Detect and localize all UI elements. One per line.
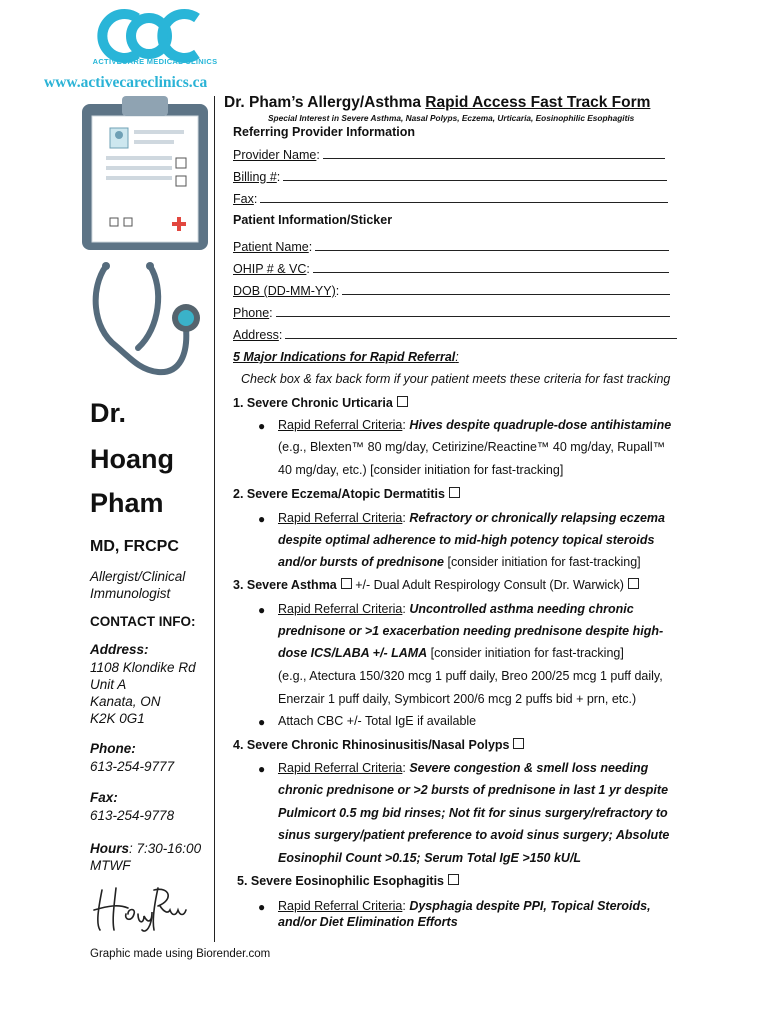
asthma-line3	[278, 646, 624, 660]
asthma-item	[233, 578, 639, 592]
criteria-text: and/or Diet Elimination Efforts	[278, 915, 458, 929]
form-subtitle: Special Interest in Severe Asthma, Nasal Polyps, Eczema, Urticaria, Eosinophilic Esophagitis	[268, 113, 635, 123]
criteria-text: Uncontrolled asthma needing chronic	[409, 602, 634, 616]
address-line: Unit A	[90, 677, 127, 692]
item-title: 5. Severe Eosinophilic Esophagitis	[237, 874, 445, 888]
form-title-prefix: Dr. Pham’s Allergy/Asthma	[224, 94, 426, 111]
criteria-text: Dysphagia despite PPI, Topical Steroids,	[409, 899, 651, 913]
respirology-consult: +/- Dual Adult Respirology Consult (Dr. Warwick)	[351, 578, 624, 592]
criteria-text: sinus surgery/patient preference to avoid sinus surgery; Absolute	[278, 828, 670, 842]
fax-field[interactable]: Fax:	[233, 191, 668, 206]
criteria-text: Refractory or chronically relapsing eczema	[409, 511, 665, 525]
doctor-name-line2: Hoang	[90, 444, 174, 474]
phone-input[interactable]	[276, 305, 670, 317]
bullet: ●	[258, 419, 266, 433]
respirology-checkbox[interactable]	[628, 578, 639, 589]
specialty-line: Immunologist	[90, 586, 171, 601]
item-title: 4. Severe Chronic Rhinosinusitis/Nasal Polyps	[233, 738, 510, 752]
clipboard-icon	[80, 96, 210, 252]
criteria-text: chronic prednisone or >2 bursts of prednisone in last 1 yr despite	[278, 783, 669, 797]
provider-name-field[interactable]: Provider Name:	[233, 147, 665, 162]
hours-days: MTWF	[90, 858, 131, 873]
eoe-criteria: Rapid Referral Criteria: Dysphagia despite PPI, Topical Steroids,	[278, 899, 651, 913]
doctor-specialty	[90, 568, 185, 602]
doctor-name-line3: Pham	[90, 488, 164, 518]
form-title-emphasis: Rapid Access Fast Track Form	[425, 94, 651, 111]
column-divider	[214, 96, 215, 942]
eczema-line3	[278, 555, 641, 569]
field-label: Address	[233, 328, 279, 342]
clinic-name: ACTIVECARE MEDICAL CLINICS	[92, 57, 218, 66]
ohip-field[interactable]: OHIP # & VC:	[233, 261, 669, 276]
contact-heading: CONTACT INFO:	[90, 614, 196, 629]
asthma-line5: Enerzair 1 puff daily, Symbicort 200/6 mcg 2 puffs bid + prn, etc.)	[278, 692, 637, 706]
asthma-line2	[278, 624, 663, 638]
dob-input[interactable]	[342, 283, 670, 295]
criteria-label: Rapid Referral Criteria	[278, 602, 403, 616]
asthma-checkbox[interactable]	[341, 578, 352, 589]
urticaria-checkbox[interactable]	[397, 396, 408, 407]
eczema-item	[233, 487, 460, 501]
doctor-signature	[88, 880, 188, 936]
criteria-label: Rapid Referral Criteria	[278, 761, 403, 775]
asthma-extra: Attach CBC +/- Total IgE if available	[278, 714, 477, 728]
rhino-line2	[278, 783, 668, 797]
bullet: ●	[258, 762, 266, 776]
criteria-text: Eosinophil Count >0.15; Serum Total IgE >150 kU/L	[278, 851, 582, 865]
item-title: 1. Severe Chronic Urticaria	[233, 396, 393, 410]
doctor-credentials: MD, FRCPC	[90, 538, 179, 555]
item-title: 2. Severe Eczema/Atopic Dermatitis	[233, 487, 445, 501]
field-label: Provider Name	[233, 148, 317, 162]
asthma-criteria: Rapid Referral Criteria: Uncontrolled asthma needing chronic	[278, 602, 634, 616]
rhino-line4	[278, 828, 669, 842]
hours-value	[90, 840, 201, 874]
biorender-credit: Graphic made using Biorender.com	[90, 948, 271, 960]
criteria-tail: [consider initiation for fast-tracking]	[427, 646, 624, 660]
eoe-checkbox[interactable]	[448, 874, 459, 885]
field-label: Patient Name	[233, 240, 309, 254]
bullet: ●	[258, 603, 266, 617]
field-label: Phone	[233, 306, 270, 320]
patient-name-field[interactable]: Patient Name:	[233, 239, 669, 254]
rhino-checkbox[interactable]	[513, 738, 524, 749]
address-field[interactable]: Address:	[233, 327, 677, 342]
eczema-criteria: Rapid Referral Criteria: Refractory or chronically relapsing eczema	[278, 511, 665, 525]
address-value	[90, 659, 196, 727]
field-label: OHIP # & VC	[233, 262, 307, 276]
criteria-text: despite optimal adherence to mid-high potency topical steroids	[278, 533, 655, 547]
urticaria-item	[233, 396, 408, 410]
hours-label: Hours	[90, 841, 130, 856]
eczema-line2	[278, 533, 654, 547]
bullet: ●	[258, 512, 266, 526]
eoe-line2	[278, 915, 458, 929]
signature-text: Hoang Pham	[88, 880, 94, 881]
address-label: Address:	[90, 642, 149, 657]
fax-input[interactable]	[260, 191, 668, 203]
billing-input[interactable]	[283, 169, 667, 181]
stethoscope-icon	[80, 258, 210, 386]
urticaria-line3: 40 mg/day, etc.) [consider initiation for fast-tracking]	[278, 463, 564, 477]
address-line: K2K 0G1	[90, 711, 145, 726]
criteria-text: prednisone or >1 exacerbation needing prednisone despite high-	[278, 624, 664, 638]
address-line: Kanata, ON	[90, 694, 161, 709]
urticaria-line2: (e.g., Blexten™ 80 mg/day, Cetirizine/Reactine™ 40 mg/day, Rupall™	[278, 440, 666, 454]
doctor-name-line1: Dr.	[90, 398, 127, 428]
phone-value: 613-254-9777	[90, 759, 175, 774]
fax-value: 613-254-9778	[90, 808, 175, 823]
dob-field[interactable]: DOB (DD-MM-YY):	[233, 283, 670, 298]
indications-heading: 5 Major Indications for Rapid Referral:	[233, 350, 459, 364]
criteria-label: Rapid Referral Criteria	[278, 418, 403, 432]
hours-time: : 7:30-16:00	[129, 841, 202, 856]
indications-heading-text: 5 Major Indications for Rapid Referral	[233, 350, 456, 364]
patient-name-input[interactable]	[315, 239, 669, 251]
rhino-line3	[278, 806, 668, 820]
fax-label: Fax:	[90, 790, 118, 805]
rhino-criteria: Rapid Referral Criteria: Severe congestion & smell loss needing	[278, 761, 649, 775]
criteria-text: Pulmicort 0.5 mg bid rinses; Not fit for sinus surgery/refractory to	[278, 806, 668, 820]
asthma-line4: (e.g., Atectura 150/320 mcg 1 puff daily, Breo 200/25 mcg 1 puff daily,	[278, 669, 663, 683]
criteria-tail: [consider initiation for fast-tracking]	[444, 555, 641, 569]
criteria-text: Severe congestion & smell loss needing	[409, 761, 649, 775]
address-input[interactable]	[285, 327, 677, 339]
indications-note: Check box & fax back form if your patient meets these criteria for fast tracking	[241, 372, 671, 386]
specialty-line: Allergist/Clinical	[90, 569, 186, 584]
criteria-text: Hives despite quadruple-dose antihistamine	[409, 418, 672, 432]
field-label: DOB (DD-MM-YY)	[233, 284, 336, 298]
criteria-text: dose ICS/LABA +/- LAMA	[278, 646, 428, 660]
referring-heading: Referring Provider Information	[233, 125, 415, 139]
billing-field[interactable]: Billing #:	[233, 169, 667, 184]
item-title: 3. Severe Asthma	[233, 578, 337, 592]
form-title	[224, 94, 650, 112]
eczema-checkbox[interactable]	[449, 487, 460, 498]
criteria-text: and/or bursts of prednisone	[278, 555, 444, 569]
provider-name-input[interactable]	[323, 147, 665, 159]
phone-label: Phone:	[90, 741, 136, 756]
website-link[interactable]: www.activecareclinics.ca	[44, 74, 208, 91]
field-label: Billing #	[233, 170, 277, 184]
rhino-line5	[278, 851, 581, 865]
eoe-item	[237, 874, 459, 888]
criteria-label: Rapid Referral Criteria	[278, 511, 403, 525]
bullet: ●	[258, 715, 266, 729]
patient-heading: Patient Information/Sticker	[233, 213, 393, 227]
urticaria-criteria: Rapid Referral Criteria: Hives despite quadruple-dose antihistamine	[278, 418, 672, 432]
address-line: 1108 Klondike Rd	[90, 660, 196, 675]
field-label: Fax	[233, 192, 254, 206]
phone-field[interactable]: Phone:	[233, 305, 670, 320]
ohip-input[interactable]	[313, 261, 669, 273]
criteria-label: Rapid Referral Criteria	[278, 899, 403, 913]
bullet: ●	[258, 900, 266, 914]
rhino-item	[233, 738, 524, 752]
